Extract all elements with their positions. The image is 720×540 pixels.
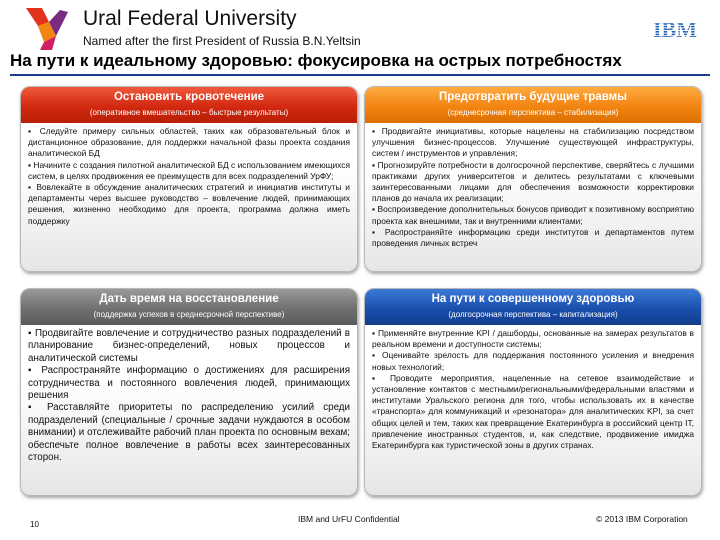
bullet-item: ▪ Оценивайте зрелость для поддержания постоянного усиления и внедрения новых технологий; xyxy=(372,350,694,372)
bullet-item: ▪ Распространяйте информацию о достижениях для расширения сотрудничества и постоянного вовлечения людей, принимающих решения xyxy=(28,365,350,402)
bullet-item: ▪ Продвигайте инициативы, которые нацелены на стабилизацию посредством улучшения бизнес-процессов. Улучшение существующей инфраструктуры, систем / инструментов и управления; xyxy=(372,126,694,159)
panel-subtitle: (оперативное вмешательство – быстрые результаты) xyxy=(89,108,289,117)
panel-body xyxy=(365,123,701,249)
confidential-label: IBM and UrFU Confidential xyxy=(298,514,400,524)
ibm-logo-text: IBM xyxy=(653,18,697,40)
panel-title: Дать время на восстановление xyxy=(99,293,279,305)
bullet-item: ▪ Расставляйте приоритеты по распределению усилий среди подразделений (специальные / срочные задачи нуждаются в особом внимании) и отслеживайте рабочий план проекта по основным вехам; обеспечьте полное вовлечение в работы всех заинтересованных сторон. xyxy=(28,402,350,464)
bullet-item: ▪ Прогнозируйте потребности в долгосрочной перспективе, сверяйтесь с лучшими практиками других университетов и делитесь результатами с ключевыми заинтересованными лицами для обеспечения возможности корректировки планов до начала их реализации; xyxy=(372,159,694,204)
panel-header xyxy=(365,87,701,123)
panel-body xyxy=(21,325,357,464)
panel-body xyxy=(365,325,701,451)
university-subtitle: Named after the first President of Russia B.N.Yeltsin xyxy=(83,34,361,48)
bullet-item: ▪ Воспроизведение дополнительных бонусов приводит к позитивному восприятию проекта как внешними, так и внутренними клиентами; xyxy=(372,204,694,226)
panel-title: Предотвратить будущие травмы xyxy=(438,91,627,103)
bullet-item: ▪ Продвигайте вовлечение и сотрудничество разных подразделений в планирование бизнес-определений, новых процессов и аналитической системы xyxy=(28,328,350,364)
bullet-item: ▪ Применяйте внутренние KPI / дашборды, основанные на замерах результатов в реальном времени и доступности системы; xyxy=(372,328,694,350)
panel-prevent-injuries xyxy=(364,86,702,272)
panel-subtitle: (поддержка успехов в среднесрочной перспективе) xyxy=(93,310,285,319)
panel-stop-bleeding xyxy=(20,86,358,272)
copyright: © 2013 IBM Corporation xyxy=(596,514,688,524)
bullet-item: ▪ Начините с создания пилотной аналитической БД с использованием имеющихся систем, в целях продвижения ее преимуществ для всех подразделений УрФУ; xyxy=(28,159,350,181)
panel-subtitle: (долгосрочная перспектива – капитализация) xyxy=(448,310,618,319)
panel-header xyxy=(21,289,357,325)
panel-title: Остановить кровотечение xyxy=(113,91,265,103)
panel-body xyxy=(21,123,357,227)
panel-recovery-time xyxy=(20,288,358,496)
bullet-item: ▪ Вовлекайте в обсуждение аналитических стратегий и инициатив институты и департаменты через высшее руководство – вовлечение людей, принимающих решения, жизненно необходимо для проекта, программа должна иметь поддержку xyxy=(28,182,350,226)
panel-header xyxy=(21,87,357,123)
ibm-logo-icon xyxy=(650,18,700,40)
page-title: На пути к идеальному здоровью: фокусировка на острых потребностях xyxy=(10,50,710,76)
panel-subtitle: (среднесрочная перспектива – стабилизация) xyxy=(447,108,619,117)
bullet-item: ▪ Следуйте примеру сильных областей, таких как образовательный блок и дистанционное образование, для поддержки начальной фазы проекта создания аналитической БД xyxy=(28,126,350,159)
panel-perfect-health xyxy=(364,288,702,496)
bullet-item: ▪ Распространяйте информацию среди институтов и департаментов путем проведения личных встреч xyxy=(372,226,694,249)
ufu-logo-icon xyxy=(22,6,72,52)
panel-header xyxy=(365,289,701,325)
bullet-item: ▪ Проводите мероприятия, нацеленные на сетевое взаимодействие и установление контактов с местными/региональными/федеральными властями и институтами Уральского региона для того, чтобы использовать их в качестве «транспорта» для коммуникаций и «резонатора» для аналитических KPI, за счет общих целей и тем, таких как превращение Екатеринбурга в российский центр IT, привлечение иностранных студентов, и, как следствие, продвижение имиджа Екатеринбурга как туристической зоны в других странах. xyxy=(372,372,694,451)
panel-title: На пути к совершенному здоровью xyxy=(431,293,635,305)
university-name: Ural Federal University xyxy=(83,7,297,30)
page-number: 10 xyxy=(30,520,39,529)
